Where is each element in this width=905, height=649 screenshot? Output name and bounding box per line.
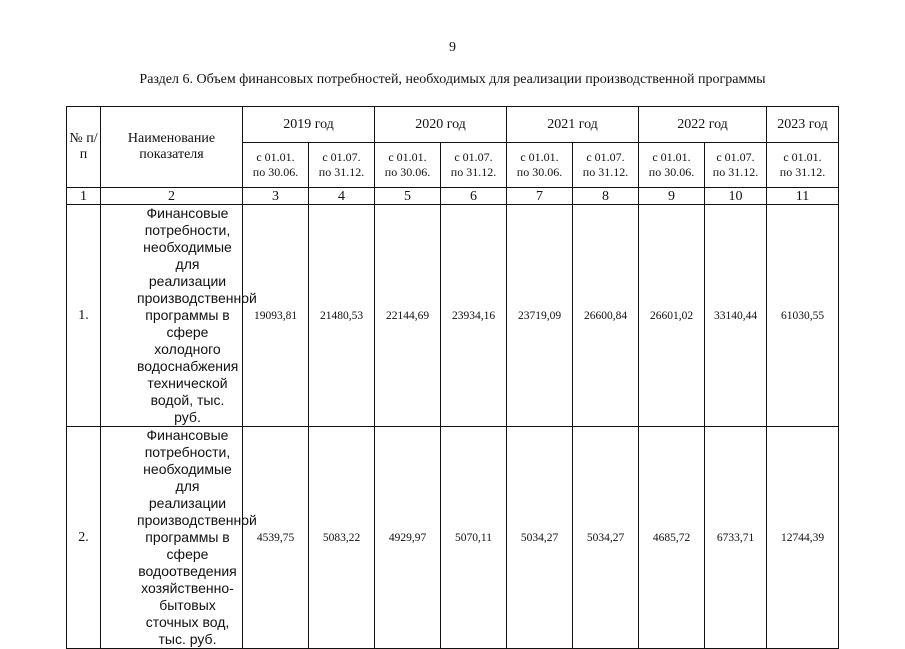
value-cell: 12744,39 (767, 427, 839, 649)
value-cell: 5034,27 (507, 427, 573, 649)
column-number: 8 (573, 188, 639, 205)
row-number: 1. (67, 205, 101, 427)
value-cell: 5034,27 (573, 427, 639, 649)
value-cell: 4929,97 (375, 427, 441, 649)
header-num: № п/п (67, 107, 101, 188)
header-period: с 01.01. по 30.06. (375, 143, 441, 188)
header-period: с 01.01. по 30.06. (639, 143, 705, 188)
indicator-name: Финансовые потребности, необходимые для реализации производственной программы в сфере водоотведения хозяйственно-бытовых сточных вод, тыс. руб. (101, 427, 243, 649)
value-cell: 5070,11 (441, 427, 507, 649)
table-row (67, 205, 839, 427)
row-number: 2. (67, 427, 101, 649)
header-period: с 01.01. по 30.06. (243, 143, 309, 188)
column-number: 6 (441, 188, 507, 205)
header-year-2020: 2020 год (375, 107, 507, 143)
value-cell: 6733,71 (705, 427, 767, 649)
header-period: с 01.07. по 31.12. (441, 143, 507, 188)
column-number: 10 (705, 188, 767, 205)
column-number: 5 (375, 188, 441, 205)
column-number: 11 (767, 188, 839, 205)
header-period: с 01.01. по 30.06. (507, 143, 573, 188)
financial-needs-table (66, 106, 839, 649)
value-cell: 22144,69 (375, 205, 441, 427)
value-cell: 19093,81 (243, 205, 309, 427)
header-year-2019: 2019 год (243, 107, 375, 143)
header-period: с 01.07. по 31.12. (705, 143, 767, 188)
column-number: 3 (243, 188, 309, 205)
column-number: 2 (101, 188, 243, 205)
header-period: с 01.07. по 31.12. (573, 143, 639, 188)
value-cell: 61030,55 (767, 205, 839, 427)
header-period: с 01.01. по 31.12. (767, 143, 839, 188)
header-year-2022: 2022 год (639, 107, 767, 143)
column-number: 1 (67, 188, 101, 205)
value-cell: 4539,75 (243, 427, 309, 649)
header-year-2023: 2023 год (767, 107, 839, 143)
table-row (67, 427, 839, 649)
indicator-name: Финансовые потребности, необходимые для реализации производственной программы в сфере холодного водоснабжения технической водой, тыс. руб. (101, 205, 243, 427)
value-cell: 26600,84 (573, 205, 639, 427)
value-cell: 5083,22 (309, 427, 375, 649)
value-cell: 23934,16 (441, 205, 507, 427)
column-number: 4 (309, 188, 375, 205)
page-number: 9 (449, 40, 456, 55)
value-cell: 4685,72 (639, 427, 705, 649)
value-cell: 33140,44 (705, 205, 767, 427)
header-name: Наименование показателя (101, 107, 243, 188)
header-year-2021: 2021 год (507, 107, 639, 143)
column-number: 9 (639, 188, 705, 205)
value-cell: 26601,02 (639, 205, 705, 427)
section-title: Раздел 6. Объем финансовых потребностей, необходимых для реализации производственной программы (139, 72, 766, 87)
value-cell: 23719,09 (507, 205, 573, 427)
header-period: с 01.07. по 31.12. (309, 143, 375, 188)
value-cell: 21480,53 (309, 205, 375, 427)
column-number: 7 (507, 188, 573, 205)
